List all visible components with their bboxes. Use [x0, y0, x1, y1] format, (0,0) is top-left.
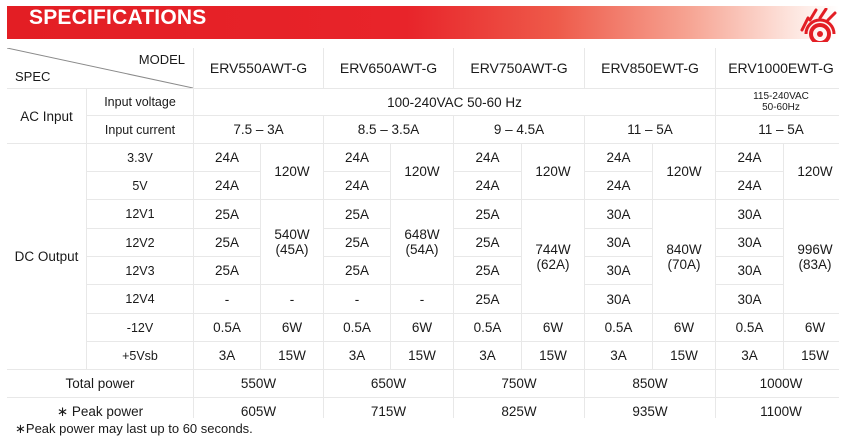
spec-table [7, 48, 839, 418]
amp-cell: - [194, 285, 260, 313]
watt-cell: 6W [391, 314, 453, 341]
amp-12v-value: (83A) [798, 256, 832, 272]
input-current-value: 11 – 5A [585, 116, 715, 143]
watt-12v-value: 648W [404, 227, 440, 242]
watt-cell: 120W [653, 144, 715, 199]
rail-label: 3.3V [87, 144, 193, 171]
amp-cell: 25A [324, 229, 390, 256]
amp-cell: 3A [716, 342, 783, 369]
peak-power-value: 935W [585, 398, 715, 425]
amp-cell: 25A [324, 257, 390, 284]
rail-label: +5Vsb [87, 342, 193, 369]
amp-cell: 25A [454, 285, 521, 313]
model-header-cell: ERV550AWT-G [194, 48, 323, 88]
watt-12v-value: 744W [535, 241, 571, 257]
model-header: MODEL [138, 52, 185, 67]
amp-12v-value: (54A) [405, 242, 439, 257]
watt-12v-value: 840W [666, 241, 702, 257]
amp-cell: 3A [194, 342, 260, 369]
amp-cell: 0.5A [454, 314, 521, 341]
input-current-value: 9 – 4.5A [454, 116, 584, 143]
brand-fan-logo-icon [796, 8, 838, 42]
model-header-cell: ERV650AWT-G [324, 48, 453, 88]
input-current-value: 11 – 5A [716, 116, 845, 143]
watt-cell: 6W [261, 314, 323, 341]
watt-cell: 15W [653, 342, 715, 369]
amp-cell: 25A [194, 257, 260, 284]
amp-cell: 30A [585, 285, 652, 313]
watt-cell: 120W [261, 144, 323, 199]
amp-cell: 3A [324, 342, 390, 369]
peak-power-label: ∗ Peak power [7, 398, 193, 425]
amp-cell: 24A [454, 144, 521, 171]
watt-cell: - [391, 285, 453, 313]
amp-cell: 30A [716, 200, 783, 228]
amp-cell: 30A [716, 257, 783, 284]
amp-cell: 25A [194, 200, 260, 228]
model-header-cell: ERV850EWT-G [585, 48, 715, 88]
spec-header: SPEC [15, 69, 51, 84]
amp-cell: 0.5A [194, 314, 260, 341]
amp-cell: 24A [585, 144, 652, 171]
total-power-value: 850W [585, 370, 715, 397]
peak-power-value: 715W [324, 398, 453, 425]
amp-cell: 24A [194, 144, 260, 171]
input-voltage-label: Input voltage [87, 89, 193, 115]
amp-12v-value: (70A) [667, 256, 701, 272]
amp-cell: 30A [585, 229, 652, 256]
watt-cell: 15W [784, 342, 845, 369]
rail-label: 12V4 [87, 285, 193, 313]
watt-12v-cell [653, 200, 715, 313]
dc-output-label: DC Output [7, 144, 86, 369]
peak-power-value: 825W [454, 398, 584, 425]
input-current-label: Input current [87, 116, 193, 143]
rail-label: 12V1 [87, 200, 193, 228]
amp-cell: 25A [324, 200, 390, 228]
banner-title: SPECIFICATIONS [29, 6, 207, 29]
input-current-value: 7.5 – 3A [194, 116, 323, 143]
watt-12v-cell [261, 200, 323, 284]
total-power-value: 750W [454, 370, 584, 397]
watt-cell: 6W [653, 314, 715, 341]
watt-cell: 15W [391, 342, 453, 369]
watt-cell: 120W [522, 144, 584, 199]
rail-label: 12V3 [87, 257, 193, 284]
amp-cell: 24A [194, 172, 260, 199]
amp-cell: 25A [454, 257, 521, 284]
amp-cell: 24A [324, 144, 390, 171]
input-current-value: 8.5 – 3.5A [324, 116, 453, 143]
watt-12v-cell [391, 200, 453, 284]
amp-cell: 24A [716, 172, 783, 199]
amp-12v-value: (62A) [536, 256, 570, 272]
total-power-value: 550W [194, 370, 323, 397]
amp-cell: 24A [716, 144, 783, 171]
amp-cell: 30A [716, 229, 783, 256]
amp-cell: 30A [716, 285, 783, 313]
model-header-cell: ERV750AWT-G [454, 48, 584, 88]
amp-cell: 3A [454, 342, 521, 369]
amp-cell: 25A [194, 229, 260, 256]
watt-cell: 120W [391, 144, 453, 199]
amp-12v-value: (45A) [275, 242, 309, 257]
model-spec-corner [7, 48, 193, 88]
peak-power-value: 605W [194, 398, 323, 425]
watt-cell: 15W [261, 342, 323, 369]
total-power-value: 650W [324, 370, 453, 397]
ac-input-label: AC Input [7, 89, 86, 143]
rail-label: 12V2 [87, 229, 193, 256]
watt-12v-cell [784, 200, 845, 313]
rail-label: 5V [87, 172, 193, 199]
total-power-label: Total power [7, 370, 193, 397]
amp-cell: 3A [585, 342, 652, 369]
input-voltage-value-1000: 115-240VAC 50-60Hz [716, 89, 845, 115]
watt-12v-cell [522, 200, 584, 313]
peak-power-value: 1100W [716, 398, 845, 425]
amp-cell: - [324, 285, 390, 313]
amp-cell: 0.5A [716, 314, 783, 341]
amp-cell: 0.5A [324, 314, 390, 341]
amp-cell: 24A [585, 172, 652, 199]
amp-cell: 30A [585, 200, 652, 228]
watt-cell: - [261, 285, 323, 313]
input-voltage-value: 100-240VAC 50-60 Hz [194, 89, 715, 115]
model-header-cell: ERV1000EWT-G [716, 48, 845, 88]
watt-cell: 6W [784, 314, 845, 341]
amp-cell: 30A [585, 257, 652, 284]
amp-cell: 25A [454, 229, 521, 256]
watt-12v-value: 996W [797, 241, 833, 257]
watt-cell: 120W [784, 144, 845, 199]
watt-12v-value: 540W [274, 227, 310, 242]
amp-cell: 24A [324, 172, 390, 199]
watt-cell: 6W [522, 314, 584, 341]
amp-cell: 0.5A [585, 314, 652, 341]
watt-cell: 15W [522, 342, 584, 369]
peak-power-footnote: ∗Peak power may last up to 60 seconds. [15, 421, 253, 436]
total-power-value: 1000W [716, 370, 845, 397]
rail-label: -12V [87, 314, 193, 341]
amp-cell: 25A [454, 200, 521, 228]
amp-cell: 24A [454, 172, 521, 199]
